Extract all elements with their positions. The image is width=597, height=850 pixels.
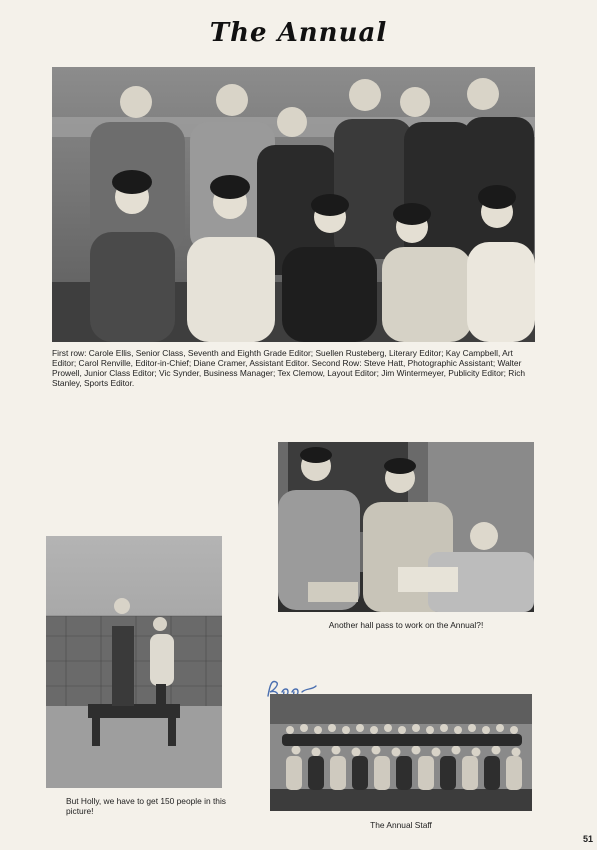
holly-caption: But Holly, we have to get 150 people in this picture! — [66, 796, 226, 816]
staff-group-caption: First row: Carole Ellis, Senior Class, Seventh and Eighth Grade Editor; Suellen Rusteberg, Literary Editor; Kay Campbell, Art Editor; Carol Renville, Editor-in-Chief; Diane Cramer, Assistant Editor. Second Row: Steve Hatt, Photographic Assistant; Walter Prowell, Junior Class Editor; Vic Synder, Business Manager; Tex Clemow, Layout Editor; Jim Wintermeyer, Publicity Editor; Rich Stanley, Sports Editor. — [52, 348, 526, 388]
page-title: The Annual — [209, 18, 388, 48]
annual-staff-photo — [270, 694, 532, 811]
hall-pass-caption: Another hall pass to work on the Annual?! — [328, 620, 484, 630]
page-number: 51 — [582, 834, 593, 844]
hall-pass-photo — [278, 442, 534, 612]
holly-photo — [46, 536, 222, 788]
annual-staff-caption: The Annual Staff — [370, 820, 432, 830]
staff-group-photo — [52, 67, 535, 342]
